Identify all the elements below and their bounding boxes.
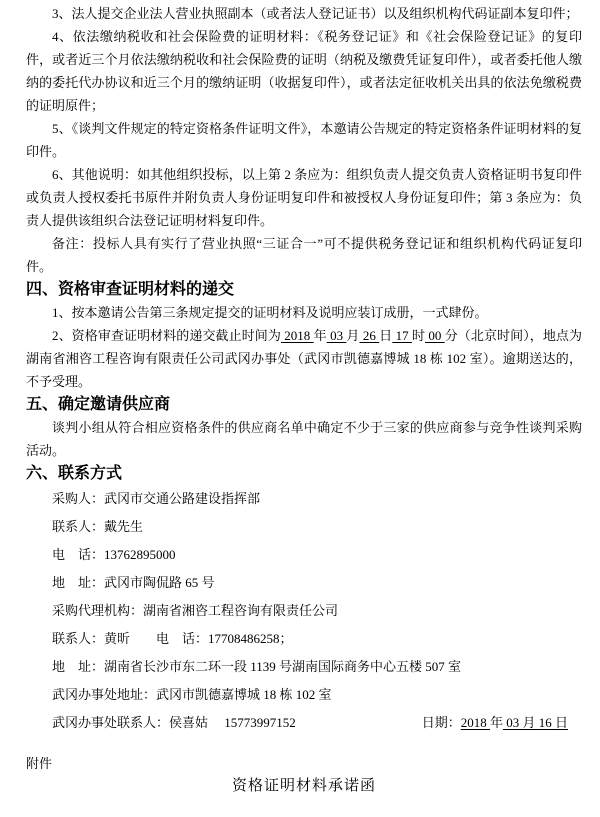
purchaser-phone-line: 电 话：13762895000 bbox=[52, 547, 176, 562]
text-run: 时 bbox=[411, 328, 426, 343]
underlined-value: 26 bbox=[359, 328, 380, 343]
item-3: 3、法人提交企业法人营业执照副本（或者法人登记证书）以及组织机构代码证副本复印件； bbox=[52, 6, 579, 21]
purchaser-contact-line: 联系人：戴先生 bbox=[52, 519, 144, 534]
text-run: 2、资格审查证明材料的递交截止时间为 bbox=[52, 328, 281, 343]
agency-contact-phone-line: 联系人：黄昕 电 话：17708486258； bbox=[52, 631, 293, 646]
section-5-body: 谈判小组从符合相应资格条件的供应商名单中确定不少于三家的供应商参与竞争性谈判采购活动。 bbox=[26, 420, 582, 458]
office-address-line: 武冈办事处地址：武冈市凯德嘉博城 18 栋 102 室 bbox=[52, 687, 332, 702]
text-run: 日期： bbox=[421, 715, 461, 730]
underlined-value: 03 月 16 日 bbox=[502, 715, 568, 730]
section-4-item-1: 1、按本邀请公告第三条规定提交的证明材料及说明应装订成册，一式肆份。 bbox=[52, 305, 488, 320]
agency-line: 采购代理机构：湖南省湘咨工程咨询有限责任公司 bbox=[52, 603, 339, 618]
attachment-title: 资格证明材料承诺函 bbox=[231, 778, 376, 794]
section-4-heading: 四、资格审查证明材料的递交 bbox=[26, 281, 235, 298]
text-run: 年 bbox=[313, 328, 327, 343]
section-6-heading: 六、联系方式 bbox=[26, 465, 123, 482]
section-4-item-2 bbox=[26, 324, 582, 393]
underlined-value: 2018 bbox=[280, 328, 314, 343]
agency-address-line: 地 址：湖南省长沙市东二环一段 1139 号湖南国际商务中心五楼 507 室 bbox=[52, 659, 462, 674]
underlined-value: 2018 bbox=[460, 715, 490, 730]
text-run: 分（北京时间），地点为湖南省湘咨工程咨询有限责任公司武冈办事处（武冈市凯德嘉博城 18 栋 102 室）。逾期送达的，不予受理。 bbox=[26, 328, 583, 389]
text-run: 日 bbox=[379, 328, 393, 343]
underlined-value: 00 bbox=[425, 328, 445, 343]
date-text bbox=[422, 709, 568, 737]
item-4: 4、依法缴纳税收和社会保险费的证明材料：《税务登记证》和《社会保险登记证》的复印件，或者近三个月依法缴纳税收和社会保险费的证明（纳税及缴费凭证复印件），或者委托他人缴纳的委托代办协议和近三个月的缴纳证明（收据复印件），或者法定征收机关出具的依法免缴税费的证明原件； bbox=[26, 29, 582, 113]
underlined-value: 17 bbox=[392, 328, 412, 343]
office-contact-and-date-line bbox=[26, 709, 582, 737]
purchaser-address-line: 地 址：武冈市陶侃路 65 号 bbox=[52, 575, 215, 590]
attachment-label: 附件 bbox=[26, 756, 53, 771]
purchaser-line: 采购人：武冈市交通公路建设指挥部 bbox=[52, 491, 261, 506]
item-6: 6、其他说明：如其他组织投标，以上第 2 条应为：组织负责人提交负责人资格证明书复印件或负责人授权委托书原件并附负责人身份证明复印件和被授权人身份证复印件；第 3 条应为：负责人提供该组织合法登记证明材料复印件。 bbox=[26, 167, 582, 228]
underlined-value: 03 bbox=[326, 328, 347, 343]
note: 备注：投标人具有实行了营业执照“三证合一”可不提供税务登记证和组织机构代码证复印件。 bbox=[26, 236, 582, 274]
office-contact-text: 武冈办事处联系人：侯喜姑 15773997152 bbox=[52, 715, 296, 730]
text-run: 月 bbox=[346, 328, 360, 343]
item-5: 5、《谈判文件规定的特定资格条件证明文件》，本邀请公告规定的特定资格条件证明材料的复印件。 bbox=[26, 121, 582, 159]
text-run: 年 bbox=[489, 715, 503, 730]
section-5-heading: 五、确定邀请供应商 bbox=[26, 396, 171, 413]
